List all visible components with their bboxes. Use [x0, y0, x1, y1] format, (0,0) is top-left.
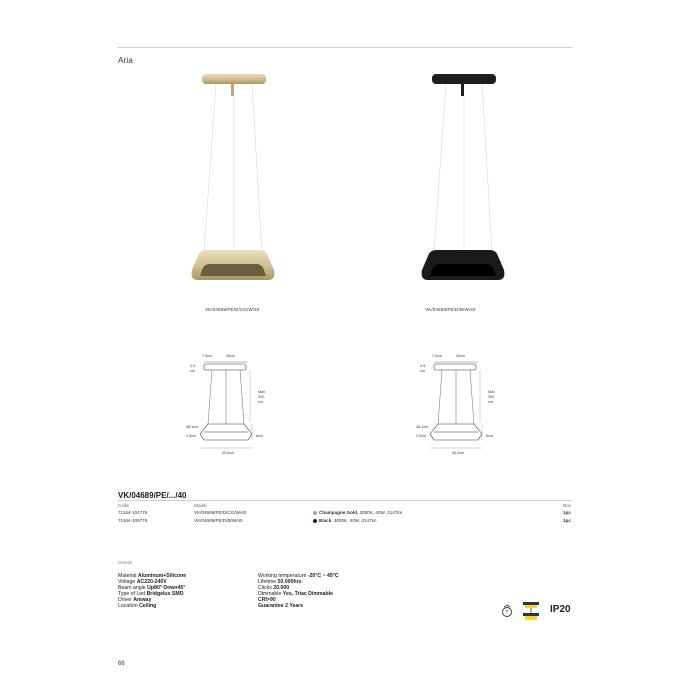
dim-total-width: 40.0cm — [452, 451, 465, 455]
top-divider — [118, 47, 572, 48]
row-1-color-name: Champagne Gold — [319, 510, 358, 515]
dim-cable-unit: cm — [258, 400, 263, 404]
col-header-model: Model — [194, 503, 207, 508]
spec-key: Voltage — [118, 579, 137, 585]
product-image-black — [410, 74, 520, 299]
spec-key: Clicks — [258, 585, 274, 591]
row-1-color-specs: , 3000K, 40W, 3147lm — [357, 510, 403, 515]
spec-value: Ceiling — [139, 603, 157, 609]
row-2-color — [313, 518, 376, 523]
spec-value: 20.000 — [273, 585, 290, 591]
spec-key: Beam angle — [118, 585, 148, 591]
row-2-box: 1pc — [563, 518, 571, 523]
dim-top-length: 34cm — [226, 354, 236, 358]
row-2-model: VK/04689/PE/D/B/W/40 — [194, 518, 243, 523]
spec-key: Dimmable — [258, 591, 283, 597]
spec-key: Lifetime — [258, 579, 278, 585]
spec-value: AC220-240V — [136, 579, 167, 585]
details-left-column — [118, 573, 186, 609]
row-1-color-dot — [313, 511, 317, 515]
row-2-color-name: Black — [319, 518, 332, 523]
spec-value: Guarantee 2 Years — [258, 603, 304, 609]
product-2-model-caption: VK/04689/PE/D/B/W/40 — [425, 307, 476, 312]
dim-top-length: 34cm — [456, 354, 466, 358]
page-number: 66 — [118, 661, 125, 667]
dim-ring-width: 2.5cm — [416, 434, 427, 438]
col-header-code: Code — [118, 503, 129, 508]
dim-cable-length: 300 — [488, 395, 495, 399]
spec-value: Aluminum+Silicone — [137, 573, 187, 579]
dim-top-height: 4.5 — [420, 364, 426, 368]
spec-value: CRI>90 — [258, 597, 276, 603]
dimmable-icon — [500, 604, 514, 618]
details-right-column — [258, 573, 339, 609]
col-header-box: Box — [563, 503, 571, 508]
product-image-champagne-gold — [180, 74, 290, 299]
row-1-color — [313, 510, 402, 515]
spec-value: Up80° Down45° — [147, 585, 186, 591]
dim-ring-height: 6cm — [256, 434, 264, 438]
spec-value: 50.000hrs — [277, 579, 302, 585]
spec-key: Working temperature — [258, 573, 308, 579]
row-2-code: 71164-105776 — [118, 518, 148, 523]
page-title: Aria — [118, 56, 134, 65]
dim-top-height-unit: cm — [190, 369, 195, 373]
spec-value: Yes, Triac Dimmable — [282, 591, 333, 597]
dim-cable-max: Max — [488, 390, 496, 394]
dim-top-height: 4.5 — [190, 364, 196, 368]
code-section-heading: VK/04689/PE/.../40 — [118, 491, 187, 500]
spec-key: Location — [118, 603, 140, 609]
dim-total-width: 40.0cm — [222, 451, 235, 455]
dim-cable-length: 300 — [258, 395, 265, 399]
technical-drawing-1 — [186, 352, 276, 467]
spec-key: Driver — [118, 597, 134, 603]
dim-top-width: 7.5cm — [432, 354, 443, 358]
spec-guarantee — [258, 603, 339, 609]
technical-drawing-2 — [416, 352, 506, 467]
dim-top-width: 7.5cm — [202, 354, 213, 358]
dim-side-length: 38.1cm — [416, 425, 429, 429]
spec-key: Material — [118, 573, 138, 579]
ip-rating-icon: IP20 — [550, 604, 571, 615]
row-2-color-specs: , 3000K, 40W, 3147lm — [331, 518, 377, 523]
dim-side-length: 38.1cm — [186, 425, 199, 429]
row-2-color-dot — [313, 519, 317, 523]
product-1-model-caption: VK/04689/PE/D/CG/W/40 — [205, 307, 260, 312]
spec-value: Amway — [133, 597, 152, 603]
spec-value: Bridgelux SMD — [146, 591, 184, 597]
spec-location — [118, 603, 186, 609]
dim-ring-width: 2.5cm — [186, 434, 197, 438]
spec-key: Type of Led — [118, 591, 147, 597]
dim-top-height-unit: cm — [420, 369, 425, 373]
details-label: Details — [118, 560, 133, 565]
row-1-code: 71164-104776 — [118, 510, 148, 515]
spec-value: -20°C ~ 45°C — [307, 573, 339, 579]
dim-cable-max: Max — [258, 390, 266, 394]
code-section-divider — [118, 500, 572, 501]
dim-cable-unit: cm — [488, 400, 493, 404]
up-down-light-icon — [520, 602, 542, 620]
row-1-model: VK/04689/PE/D/CG/W/40 — [194, 510, 247, 515]
dim-ring-height: 6cm — [486, 434, 494, 438]
row-1-box: 1pc — [563, 510, 571, 515]
